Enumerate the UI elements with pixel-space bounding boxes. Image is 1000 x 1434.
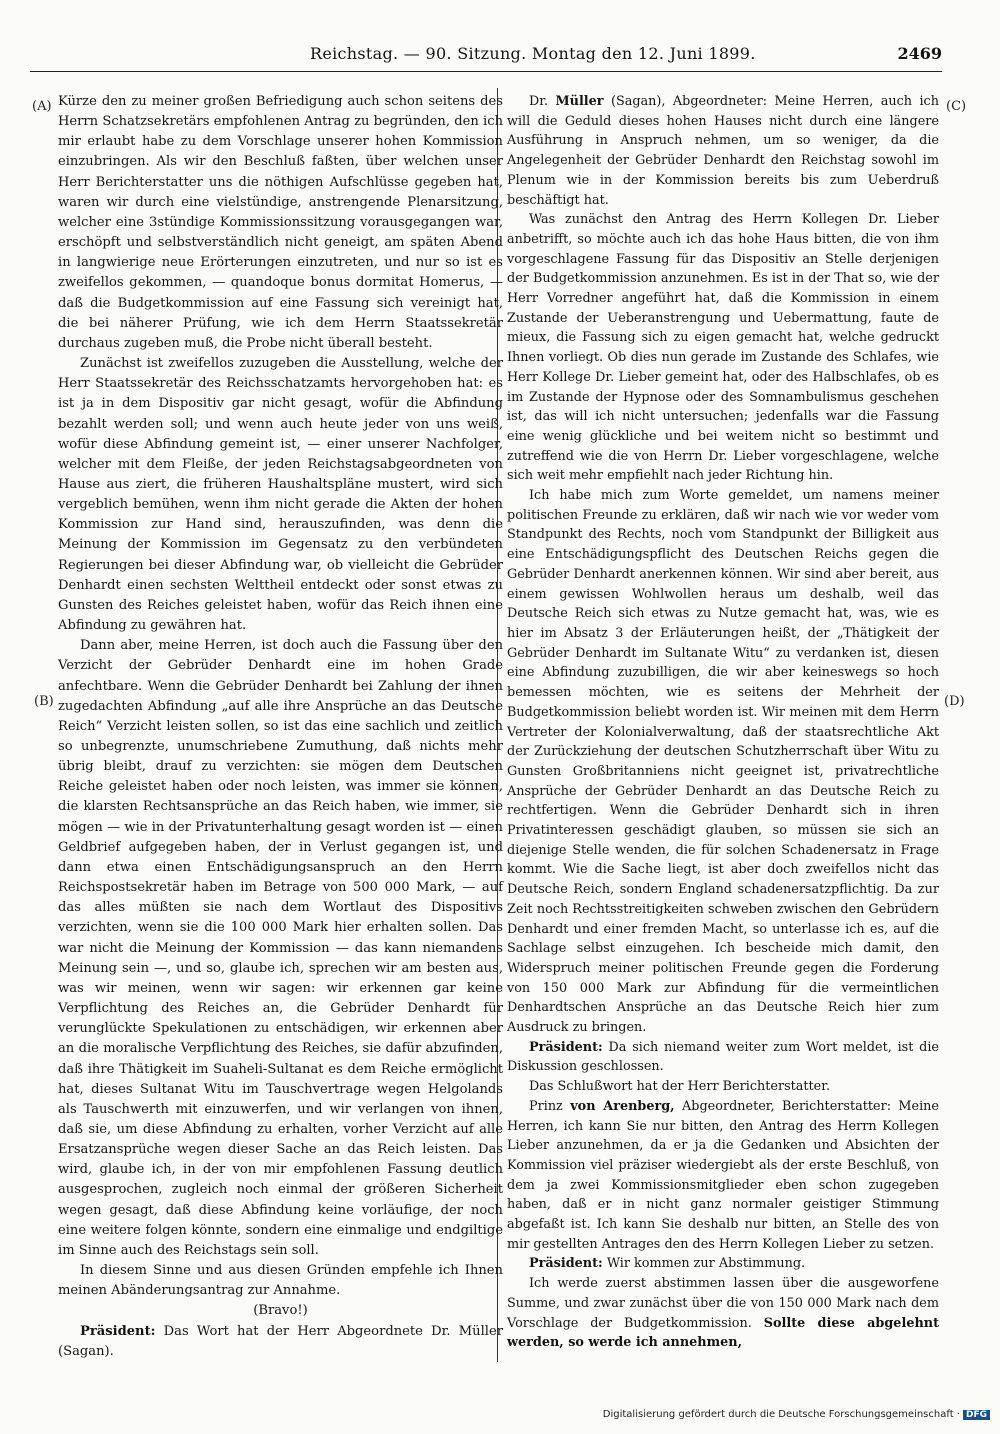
speaker-label: Präsident:: [529, 1256, 603, 1272]
speech-text: Da sich niemand weiter zum Wort meldet, ist die Diskussion geschlossen.: [507, 1039, 939, 1075]
speech-text: Abgeordneter, Berichterstatter: Meine Herren, ich kann Sie nur bitten, den Antrag des Herrn Kollegen Lieber anzunehmen, da er ja die Gedanken und Absichten der Kommission viel präziser wiedergiebt als der erste Beschluß, von dem ja zwei Kommissionsmitglieder eben schon zugegeben haben, daß er in nicht ganz normaler geistiger Stimmung abgefaßt ist. Ich kann Sie deshalb nur bitten, an Stelle des von mir gestellten Antrages den des Herrn Kollegen Lieber zu setzen.: [507, 1098, 939, 1252]
speech-paragraph: [507, 1097, 939, 1255]
speech-text: Ich werde zuerst abstimmen lassen über die ausgeworfene Summe, und zwar zunächst über die von 150 000 Mark nach dem Vorschlage der Budgetkommission.: [507, 1276, 939, 1331]
footer-credit: [603, 1409, 990, 1420]
paragraph: Was zunächst den Antrag des Herrn Kollegen Dr. Lieber anbetrifft, so möchte auch ich das hohe Haus bitten, die von ihm vorgeschlagene Fassung für das Dispositiv an Stelle derjenigen der Budgetkommission anzunehmen. Es ist in der That so, wie der Herr Vorredner angeführt hat, daß die Kommission in einem Zustande der Ueberanstrengung und Uebermattung, faute de mieux, die Fassung sich zu eigen gemacht hat, welche gedruckt Ihnen vorliegt. Ob dies nun gerade im Zustande des Schlafes, wie Herr Kollege Dr. Lieber gemeint hat, oder des Halbschlafes, ob es im Zustande der Hypnose oder des Somnambulismus geschehen ist, das will ich nicht untersuchen; jedenfalls war die Fassung eine wenig glückliche und bei weitem nicht so bestimmt und zutreffend wie die von Herrn Dr. Lieber vorgeschlagene, welche sich weit mehr empfiehlt nach jeder Richtung hin.: [507, 212, 939, 484]
president-paragraph: [507, 1038, 939, 1077]
paragraph: Zunächst ist zweifellos zuzugeben die Ausstellung, welche der Herr Staatssekretär des Reichsschatzamts hervorgehoben hat: es ist ja in dem Dispositiv gar nicht gesagt, wofür die Abfindung bezahlt werden soll; und wenn auch heute jeder von uns weiß, wofür diese Abfindung gemeint ist, — einer unserer Nachfolger, welcher mit dem Fleiße, der jeden Reichstagsabgeordneten von Hause aus ziert, die früheren Haushaltspläne mustert, wird sich vergeblich bemühen, wenn ihm nicht gerade die Akten der hohen Kommission zur Hand sind, herauszufinden, was denn die Meinung der Kommission im Gegensatz zu den verbündeten Regierungen bei dieser Abfindung war, ob vielleicht die Gebrüder Denhardt einen sechsten Welttheil entdeckt oder sonst etwas zu Gunsten des Reiches geleistet haben, wofür das Reich ihnen eine Abfindung zu gewähren hat.: [58, 356, 503, 634]
president-paragraph: [507, 1254, 939, 1274]
margin-mark-b: (B): [34, 694, 54, 709]
paragraph: Ich habe mich zum Worte gemeldet, um namens meiner politischen Freunde zu erklären, daß wir nach wie vor weder vom Standpunkt des Rechts, noch vom Standpunkt der Billigkeit aus eine Entschädigungspflicht des Deutschen Reichs gegen die Gebrüder Denhardt anerkennen können. Wir sind aber bereit, aus einem gewissen Wohlwollen heraus um deshalb, weil das Deutsche Reich sich etwas zu Nutze gemacht hat, was, wie es hier im Absatz 3 der Erläuterungen heißt, der „Thätigkeit der Gebrüder Denhardt im Sultanate Witu“ zu verdanken ist, diesen eine Abfindung zuzubilligen, die wir aber keineswegs so hoch bemessen möchten, wie es seitens der Mehrheit der Budgetkommission beliebt worden ist. Wir meinen mit dem Herrn Vertreter der Kolonialverwaltung, daß der staatsrechtliche Akt der Zurückziehung der deutschen Schutzherrschaft über Witu zu Gunsten Großbritanniens nicht geeignet ist, privatrechtliche Ansprüche der Gebrüder Denhardt an das Deutsche Reich zu rechtfertigen. Wenn die Gebrüder Denhardt sich in ihren Privatinteressen geschädigt glauben, so müssen sie sich an diejenige Stelle wenden, die für solchen Schadenersatz in Frage kommt. Wie die Sache liegt, ist aber doch zweifellos nicht das Deutsche Reich, sondern England schadenersatzpflichtig. Da zur Zeit noch Rechtsstreitigkeiten schweben zwischen den Gebrüdern Denhardt und einer fremden Macht, so unterlasse ich es, auf die Sachlage selbst einzugehen. Ich bescheide mich damit, den Widerspruch meiner politischen Freunde gegen die Forderung von 150 000 Mark zur Abfindung für die vermeintlichen Denhardtschen Ansprüche an das Deutsche Reich hier zum Ausdruck zu bringen.: [507, 488, 939, 1036]
speech-text: (Sagan), Abgeordneter: Meine Herren, auch ich will die Geduld dieses hohen Hauses nicht durch eine längere Ausführung in Anspruch nehmen, um so weniger, da die Angelegenheit der Gebrüder Denhardt den Reichstag sowohl im Plenum wie in der Kommission bereits bis zum Ueberdruß beschäftigt hat.: [507, 94, 939, 208]
speaker-prefix: Prinz: [529, 1098, 563, 1114]
margin-mark-a: (A): [32, 99, 52, 114]
dfg-logo: DFG: [963, 1410, 990, 1420]
header-rule: [30, 71, 942, 72]
speaker-label: Präsident:: [529, 1039, 603, 1055]
right-column: [507, 92, 939, 1353]
paragraph: [507, 1274, 939, 1353]
president-paragraph: [58, 1322, 503, 1362]
paragraph: Kürze den zu meiner großen Befriedigung auch schon seitens des Herrn Schatzsekretärs empfohlenen Antrag zu begründen, den ich mir erlaubt habe zu dem Vorschlage unserer hohen Kommission einzubringen. Als wir den Beschluß faßten, über welchen unser Herr Berichterstatter uns die nöthigen Aufschlüsse gegeben hat, waren wir durch eine vielstündige, anstrengende Plenarsitzung, welcher eine 3stündige Kommissionssitzung vorausgegangen war, erschöpft und selbstverständlich nicht geneigt, am späten Abend in langwierige neue Erörterungen einzutreten, und nur so ist es zweifellos gekommen, — quandoque bonus dormitat Homerus, — daß die Budgetkommission auf eine Fassung sich vereinigt hat, die bei näherer Prüfung, wie ich dem Herrn Staatssekretär durchaus zugeben muß, die Probe nicht überall besteht.: [58, 94, 503, 351]
speech-text: Wir kommen zur Abstimmung.: [606, 1256, 806, 1272]
page-number: 2469: [897, 44, 942, 63]
speaker-prefix: Dr.: [529, 94, 549, 109]
interjection: (Bravo!): [253, 1303, 308, 1319]
paragraph: In diesem Sinne und aus diesen Gründen empfehle ich Ihnen meinen Abänderungsantrag zur Annahme.: [58, 1263, 503, 1299]
margin-mark-d: (D): [944, 694, 965, 709]
left-column: [58, 92, 503, 1362]
speech-text: Das Wort hat der Herr Abgeordnete Dr. Müller (Sagan).: [58, 1323, 503, 1359]
speaker-name: von Arenberg,: [570, 1098, 675, 1114]
page-header: [30, 44, 942, 68]
paragraph: Das Schlußwort hat der Herr Berichterstatter.: [529, 1079, 831, 1095]
running-title: Reichstag. — 90. Sitzung. Montag den 12. Juni 1899.: [310, 44, 756, 63]
speaker-label: Präsident:: [80, 1323, 156, 1339]
footer-text: Digitalisierung gefördert durch die Deutsche Forschungsgemeinschaft ·: [602, 1409, 960, 1420]
paragraph: Dann aber, meine Herren, ist doch auch die Fassung über den Verzicht der Gebrüder Denhardt eine im hohen Grade anfechtbare. Wenn die Gebrüder Denhardt bei Zahlung der ihnen zugedachten Abfindung „auf alle ihre Ansprüche an das Deutsche Reich“ Verzicht leisten sollen, so ist das eine sachlich und zeitlich so unbegrenzte, unumschriebene Zumuthung, daß nichts mehr übrig bleibt, drauf zu verzichten: sie mögen dem Deutschen Reiche geleistet haben oder noch leisten, was immer sie können, die klarsten Rechtsansprüche an das Reich haben, wie immer, sie mögen — wie in der Privatunterhaltung gesagt worden ist — einen Geldbrief aufgegeben haben, der in Verlust gegangen ist, und dann etwa einen Entschädigungsanspruch an den Herrn Reichspostsekretär haben im Betrage von 500 000 Mark, — auf das alles müßten sie nach dem Wortlaut des Dispositivs verzichten, wenn sie die 100 000 Mark hier erhalten sollen. Das war nicht die Meinung der Kommission — das kann niemandens Meinung sein —, und so, glaube ich, sprechen wir am besten aus, was wir meinen, wenn wir sagen: wir erkennen gar keine Verpflichtung des Reiches an, die Gebrüder Denhardt für verunglückte Spekulationen zu entschädigen, wir erkennen aber an die moralische Verpflichtung des Reiches, sie dafür abzufinden, daß ihre Thätigkeit im Suaheli-Sultanat es dem Reiche ermöglicht hat, dieses Sultanat Witu im Tauschvertrage wegen Helgolands als Tauschwerth mit einzuwerfen, und wir verlangen von ihnen, daß sie, um diese Abfindung zu erhalten, vorher Verzicht auf alle Ersatzansprüche wegen dieser Sache an das Reich leisten. Das wird, glaube ich, in der von mir empfohlenen Fassung deutlich ausgesprochen, zugleich noch einmal der größeren Sicherheit wegen gesagt, daß diese Abfindung keine vorläufige, der noch eine weitere folgen könnte, sondern eine einmalige und endgiltige im Sinne auch des Reichstags sein soll.: [58, 638, 503, 1258]
margin-mark-c: (C): [946, 99, 967, 114]
speech-paragraph: [507, 92, 939, 210]
speaker-name: Müller: [555, 94, 604, 109]
emphasized-text: Sollte diese abgelehnt werden, so werde ich annehmen,: [507, 1315, 939, 1351]
